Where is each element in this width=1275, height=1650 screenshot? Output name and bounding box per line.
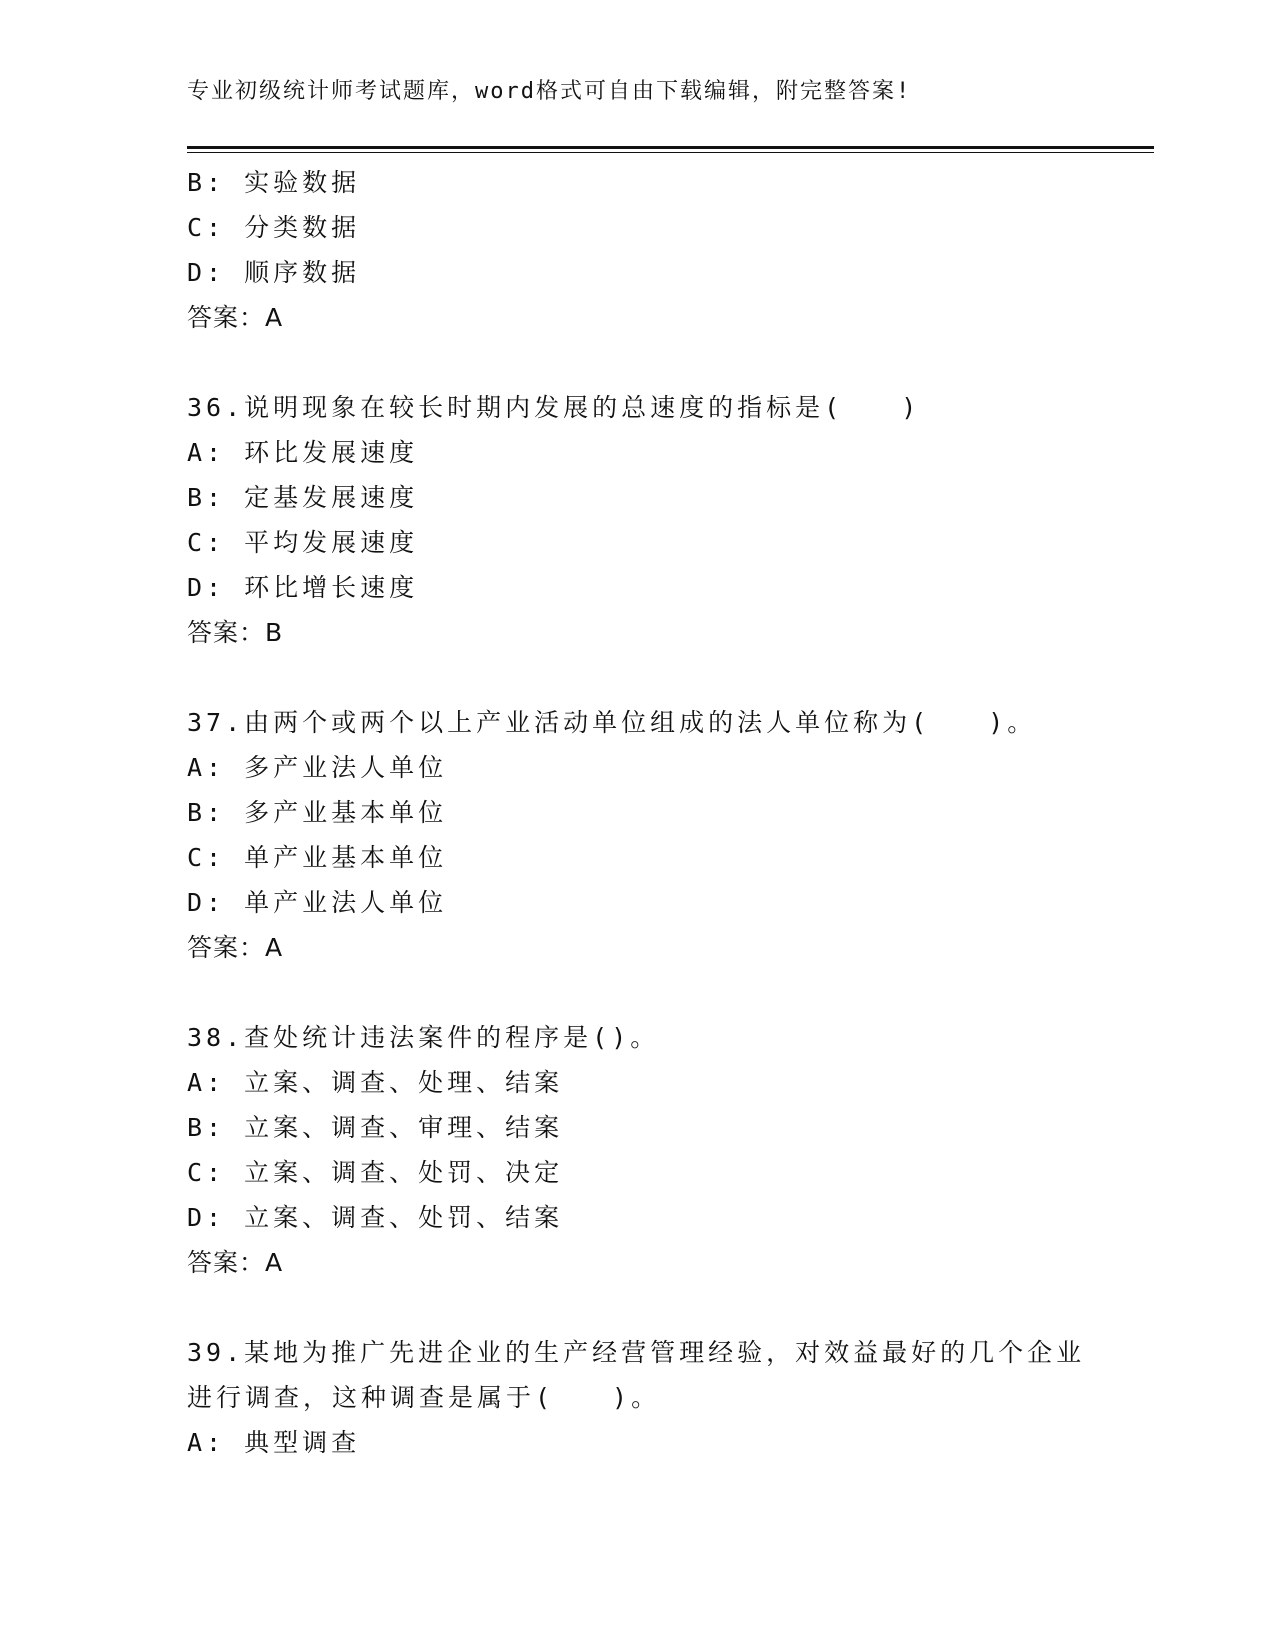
option-line: D: 单产业法人单位 <box>187 888 448 917</box>
option-line: A: 典型调查 <box>187 1428 361 1457</box>
option-line: B: 多产业基本单位 <box>187 798 448 827</box>
option-line: B: 定基发展速度 <box>187 483 419 512</box>
page-header-title: 专业初级统计师考试题库，word格式可自由下载编辑，附完整答案! <box>187 79 912 104</box>
header-divider-thick <box>187 146 1154 149</box>
option-line: C: 单产业基本单位 <box>187 843 448 872</box>
answer-line: 答案：A <box>187 1248 284 1277</box>
spacer <box>187 1285 1087 1330</box>
question-block-39 <box>187 1330 1087 1465</box>
question-block-37 <box>187 700 1087 970</box>
option-line: C: 分类数据 <box>187 213 361 242</box>
question-block-36 <box>187 385 1087 655</box>
spacer <box>187 340 1087 385</box>
question-stem: 38.查处统计违法案件的程序是()。 <box>187 1023 660 1052</box>
question-block-38 <box>187 1015 1087 1285</box>
question-stem: 37.由两个或两个以上产业活动单位组成的法人单位称为( )。 <box>187 708 1037 737</box>
answer-line: 答案：A <box>187 303 284 332</box>
option-line: D: 环比增长速度 <box>187 573 419 602</box>
option-line: C: 立案、调查、处罚、决定 <box>187 1158 564 1187</box>
spacer <box>187 970 1087 1015</box>
question-stem-continued: 进行调查，这种调查是属于( )。 <box>187 1383 661 1412</box>
question-content <box>187 160 1087 1465</box>
option-line: A: 多产业法人单位 <box>187 753 448 782</box>
answer-line: 答案：B <box>187 618 284 647</box>
question-stem: 39.某地为推广先进企业的生产经营管理经验，对效益最好的几个企业 <box>187 1338 1086 1367</box>
option-line: D: 立案、调查、处罚、结案 <box>187 1203 564 1232</box>
option-line: C: 平均发展速度 <box>187 528 419 557</box>
header-divider-thin <box>187 152 1154 153</box>
option-line: B: 立案、调查、审理、结案 <box>187 1113 564 1142</box>
answer-line: 答案：A <box>187 933 284 962</box>
option-line: B: 实验数据 <box>187 168 361 197</box>
question-stem: 36.说明现象在较长时期内发展的总速度的指标是( ) <box>187 393 921 422</box>
option-line: A: 立案、调查、处理、结案 <box>187 1068 564 1097</box>
option-line: A: 环比发展速度 <box>187 438 419 467</box>
question-block-prev <box>187 160 1087 340</box>
option-line: D: 顺序数据 <box>187 258 361 287</box>
spacer <box>187 655 1087 700</box>
